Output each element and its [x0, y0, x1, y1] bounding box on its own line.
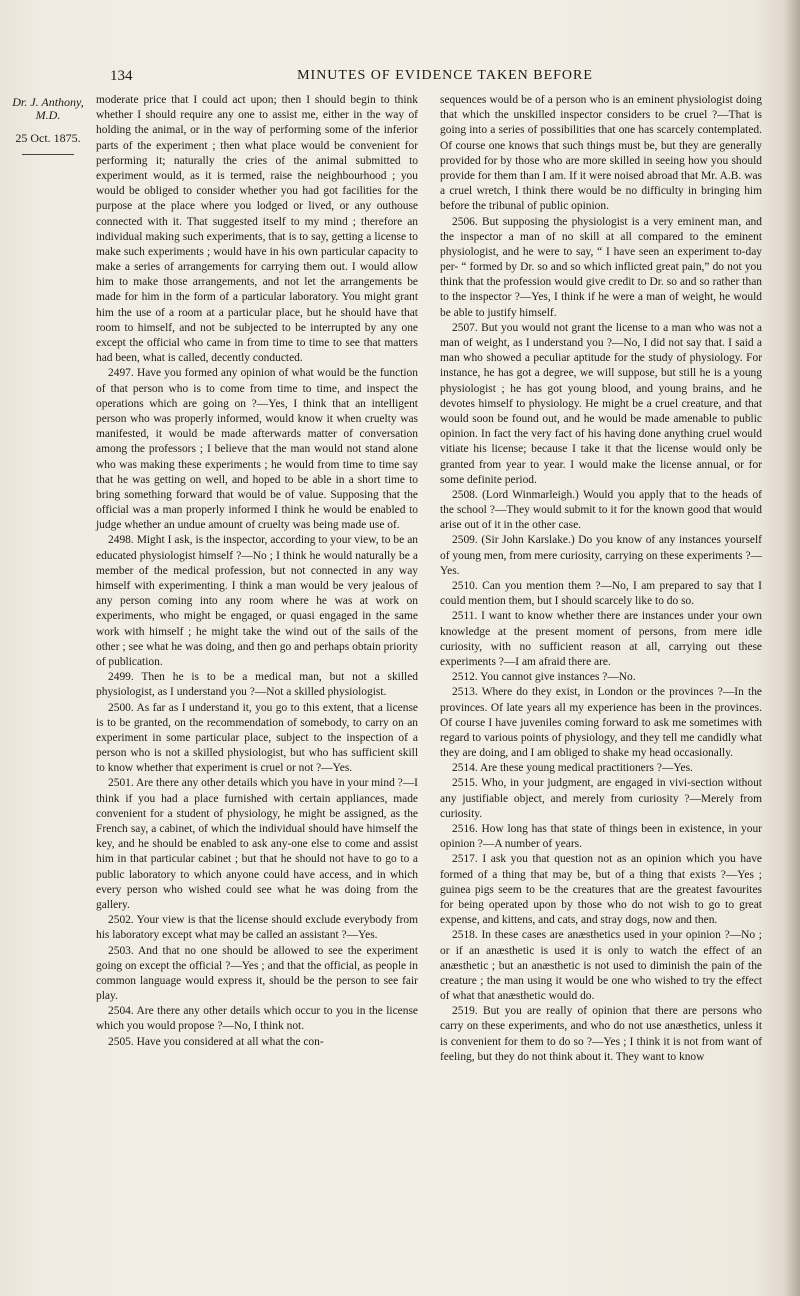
paragraph: 2503. And that no one should be allowed to see the experiment going on except the official ?—Yes ; and that the official, as people in common language would express it, should be the person to see fair play.: [96, 944, 418, 1003]
paragraph: 2504. Are there any other details which occur to you in the license which you would propose ?—No, I think not.: [96, 1005, 418, 1033]
right-column: [440, 93, 762, 1065]
witness-name: Dr. J. Anthony, M.D.: [12, 95, 84, 122]
paragraph: moderate price that I could act upon; then I should begin to think whether I should require any one to assist me, either in the way of holding the animal, or in the way of performing some of the inferior parts of the experiment ; then what place would be convenient for performing it; naturally the cries of the animal submitted to experiment would, as it is termed, raise the neighbourhood ; you would be obliged to consider whether you had got facilities for the purpose at the place where you lodged or lived, or any outhouse connected with it. That suggested itself to my mind ; therefore an individual making such experiments, that is to say, getting a license to make such experiments ; would have in his own particular capacity to make a series of arrangements for carrying them out. I would allow him to make those arrangements, and not let the arrangements be made for him in the form of a particular laboratory. You might grant him the use of a room at a particular place, but he should have that room to himself, and not be subjected to be interrupted by any one except the official who came in from time to time to see that matters had been, what is called, decently conducted.: [96, 94, 418, 365]
left-column: [96, 93, 418, 1050]
running-title: MINUTES OF EVIDENCE TAKEN BEFORE: [297, 68, 593, 83]
page-edge-shadow: [784, 0, 800, 1296]
paragraph: 2500. As far as I understand it, you go to this extent, that a license is to be granted, on the recommendation of somebody, to carry on an experiment in some particular place, subject to the inspection of a person who is not a skilled physiologist, but who has sufficient skill to know whether that experiment is cruel or not ?—Yes.: [96, 701, 418, 775]
paragraph: 2519. But you are really of opinion that there are persons who carry on these experiments, and who do not use anæsthetics, unless it is convenient for them to do so ?—Yes ; I think it is not from want of feeling, but they do not think about it. They want to know: [440, 1005, 762, 1063]
paragraph: 2502. Your view is that the license should exclude everybody from his laboratory except what may be called an assistant ?—Yes.: [96, 914, 418, 942]
paragraph: 2518. In these cases are anæsthetics used in your opinion ?—No ; or if an anæsthetic is used it is only to watch the effect of an anæsthetic ; but an anæsthetic is not used to diminish the pain of the creature ; the man using it would be one who wished to try the effect of what that anæsthetic would do.: [440, 929, 762, 1003]
paragraph: 2505. Have you considered at all what the con-: [108, 1035, 324, 1048]
paragraph: 2508. (Lord Winmarleigh.) Would you apply that to the heads of the school ?—They would submit to it for the known good that would arise out of it in the other case.: [440, 488, 762, 532]
paragraph: 2516. How long has that state of things been in existence, in your opinion ?—A number of years.: [440, 823, 762, 851]
paragraph: sequences would be of a person who is an eminent physiologist doing that which the unskilled inspector considers to be cruel ?—That is going into a series of possibilities that one has scarcely contemplated. Of course one knows that such things must be, but they are generally provided for by those who are more skilled in seeing how you should provide for them than I am. If it were noised abroad that Mr. A.B. was a cruel wretch, I think there would be no difficulty in bringing him before the tribunal of public opinion.: [440, 94, 762, 213]
paragraph: 2498. Might I ask, is the inspector, according to your view, to be an educated physiologist himself ?—No ; I think he would naturally be a member of the medical profession, but not connected in any way himself with experimenting. I think a man would be very jealous of any person coming into any room where he was at work on experiments, who might be engaged, or quasi engaged in the same work with himself ; he might take the wind out of the sails of the other ; see what he was doing, and then go and perhaps obtain priority of publication.: [96, 534, 418, 668]
margin-rule: [22, 154, 74, 155]
paragraph: 2517. I ask you that question not as an opinion which you have formed of a thing that may be, but of a thing that exists ?—Yes ; guinea pigs seem to be the creatures that are the greatest favourites for being operated upon by those who do not wish to go to great expense, and kittens, and cats, and stray dogs, now and then.: [440, 853, 762, 927]
paragraph: 2513. Where do they exist, in London or the provinces ?—In the provinces. Of late years all my experience has been in the provinces. Of course I have juveniles coming forward to ask me sometimes with regard to various points of physiology, and they tell me candidly what they are doing, and I am obliged to shake my head occasionally.: [440, 686, 762, 760]
paragraph: 2514. Are these young medical practitioners ?—Yes.: [452, 762, 693, 775]
paragraph: 2497. Have you formed any opinion of what would be the function of that person who is to come from time to time, and inspect the operations which are going on ?—Yes, I think that an intelligent person who was properly informed, would know it when cruelty was manifested, it would be made afterwards matter of conversation among the professors ; I believe that the man would not stand alone who was making these experiments ; he would from time to time say that he was getting on well, and hoped to be able in a short time to bring something forward that would be of value. Supposing that the official was a man properly informed I think he would be enabled to judge whether an undue amount of cruelty was being made use of.: [96, 367, 418, 532]
evidence-date: 25 Oct. 1875.: [15, 131, 81, 145]
paragraph: 2507. But you would not grant the license to a man who was not a man of weight, as I understand you ?—No, I did not say that. I said a man who showed a peculiar aptitude for the study of physiology. For instance, he has got a degree, we will suppose, but still he is a young physiologist ; he has got young blood, and young brains, and he devotes himself to physiology. He might be a cruel creature, and that would soon be found out, and he would be made amenable to public opinion. In fact the very fact of his having done anything cruel would vitiate his license; because I take it that the license would only be granted from year to year. I would make the license annual, or for some definite period.: [440, 321, 762, 486]
paragraph: 2512. You cannot give instances ?—No.: [452, 671, 636, 684]
page-header: [110, 68, 750, 90]
paragraph: 2510. Can you mention them ?—No, I am prepared to say that I could mention them, but I should scarcely like to do so.: [440, 580, 762, 608]
paragraph: 2509. (Sir John Karslake.) Do you know of any instances yourself of young men, from mere curiosity, carrying on these experiments ?—Yes.: [440, 534, 762, 577]
paragraph: 2501. Are there any other details which you have in your mind ?—I think if you had a place furnished with certain appliances, made convenient for a student of physiology, he might be assigned, as the French say, a cabinet, of which the individual should have himself the key, and he should be enabled to ask any-one else to come and assist him in that particular cabinet ; but that he should not have to go to a public laboratory to which anyone could have access, and in which every person who wished could see what he was doing from the gallery.: [96, 777, 418, 911]
paragraph: 2515. Who, in your judgment, are engaged in vivi-section without any justifiable object, and merely from curiosity ?—Merely from curiosity.: [440, 777, 762, 820]
margin-note: [12, 96, 84, 155]
paragraph: 2499. Then he is to be a medical man, but not a skilled physiologist, as I understand you ?—Not a skilled physiologist.: [96, 671, 418, 699]
paragraph: 2511. I want to know whether there are instances under your own knowledge at the present moment of persons, from mere idle curiosity, with no sufficient reason at all, carrying out these experiments ?—I am afraid there are.: [440, 610, 762, 668]
page-number: 134: [110, 68, 133, 84]
paragraph: 2506. But supposing the physiologist is a very eminent man, and the inspector a man of no skill at all compared to the eminent physiologist, and he were to say, “ I have seen an experiment to-day per- “ formed by Dr. so and so which inflicted great pain,” do not you think that the profession would give credit to Dr. so and so rather than to the inspector ?—Yes, I think if he were a man of weight, he would be able to justify himself.: [440, 215, 762, 319]
